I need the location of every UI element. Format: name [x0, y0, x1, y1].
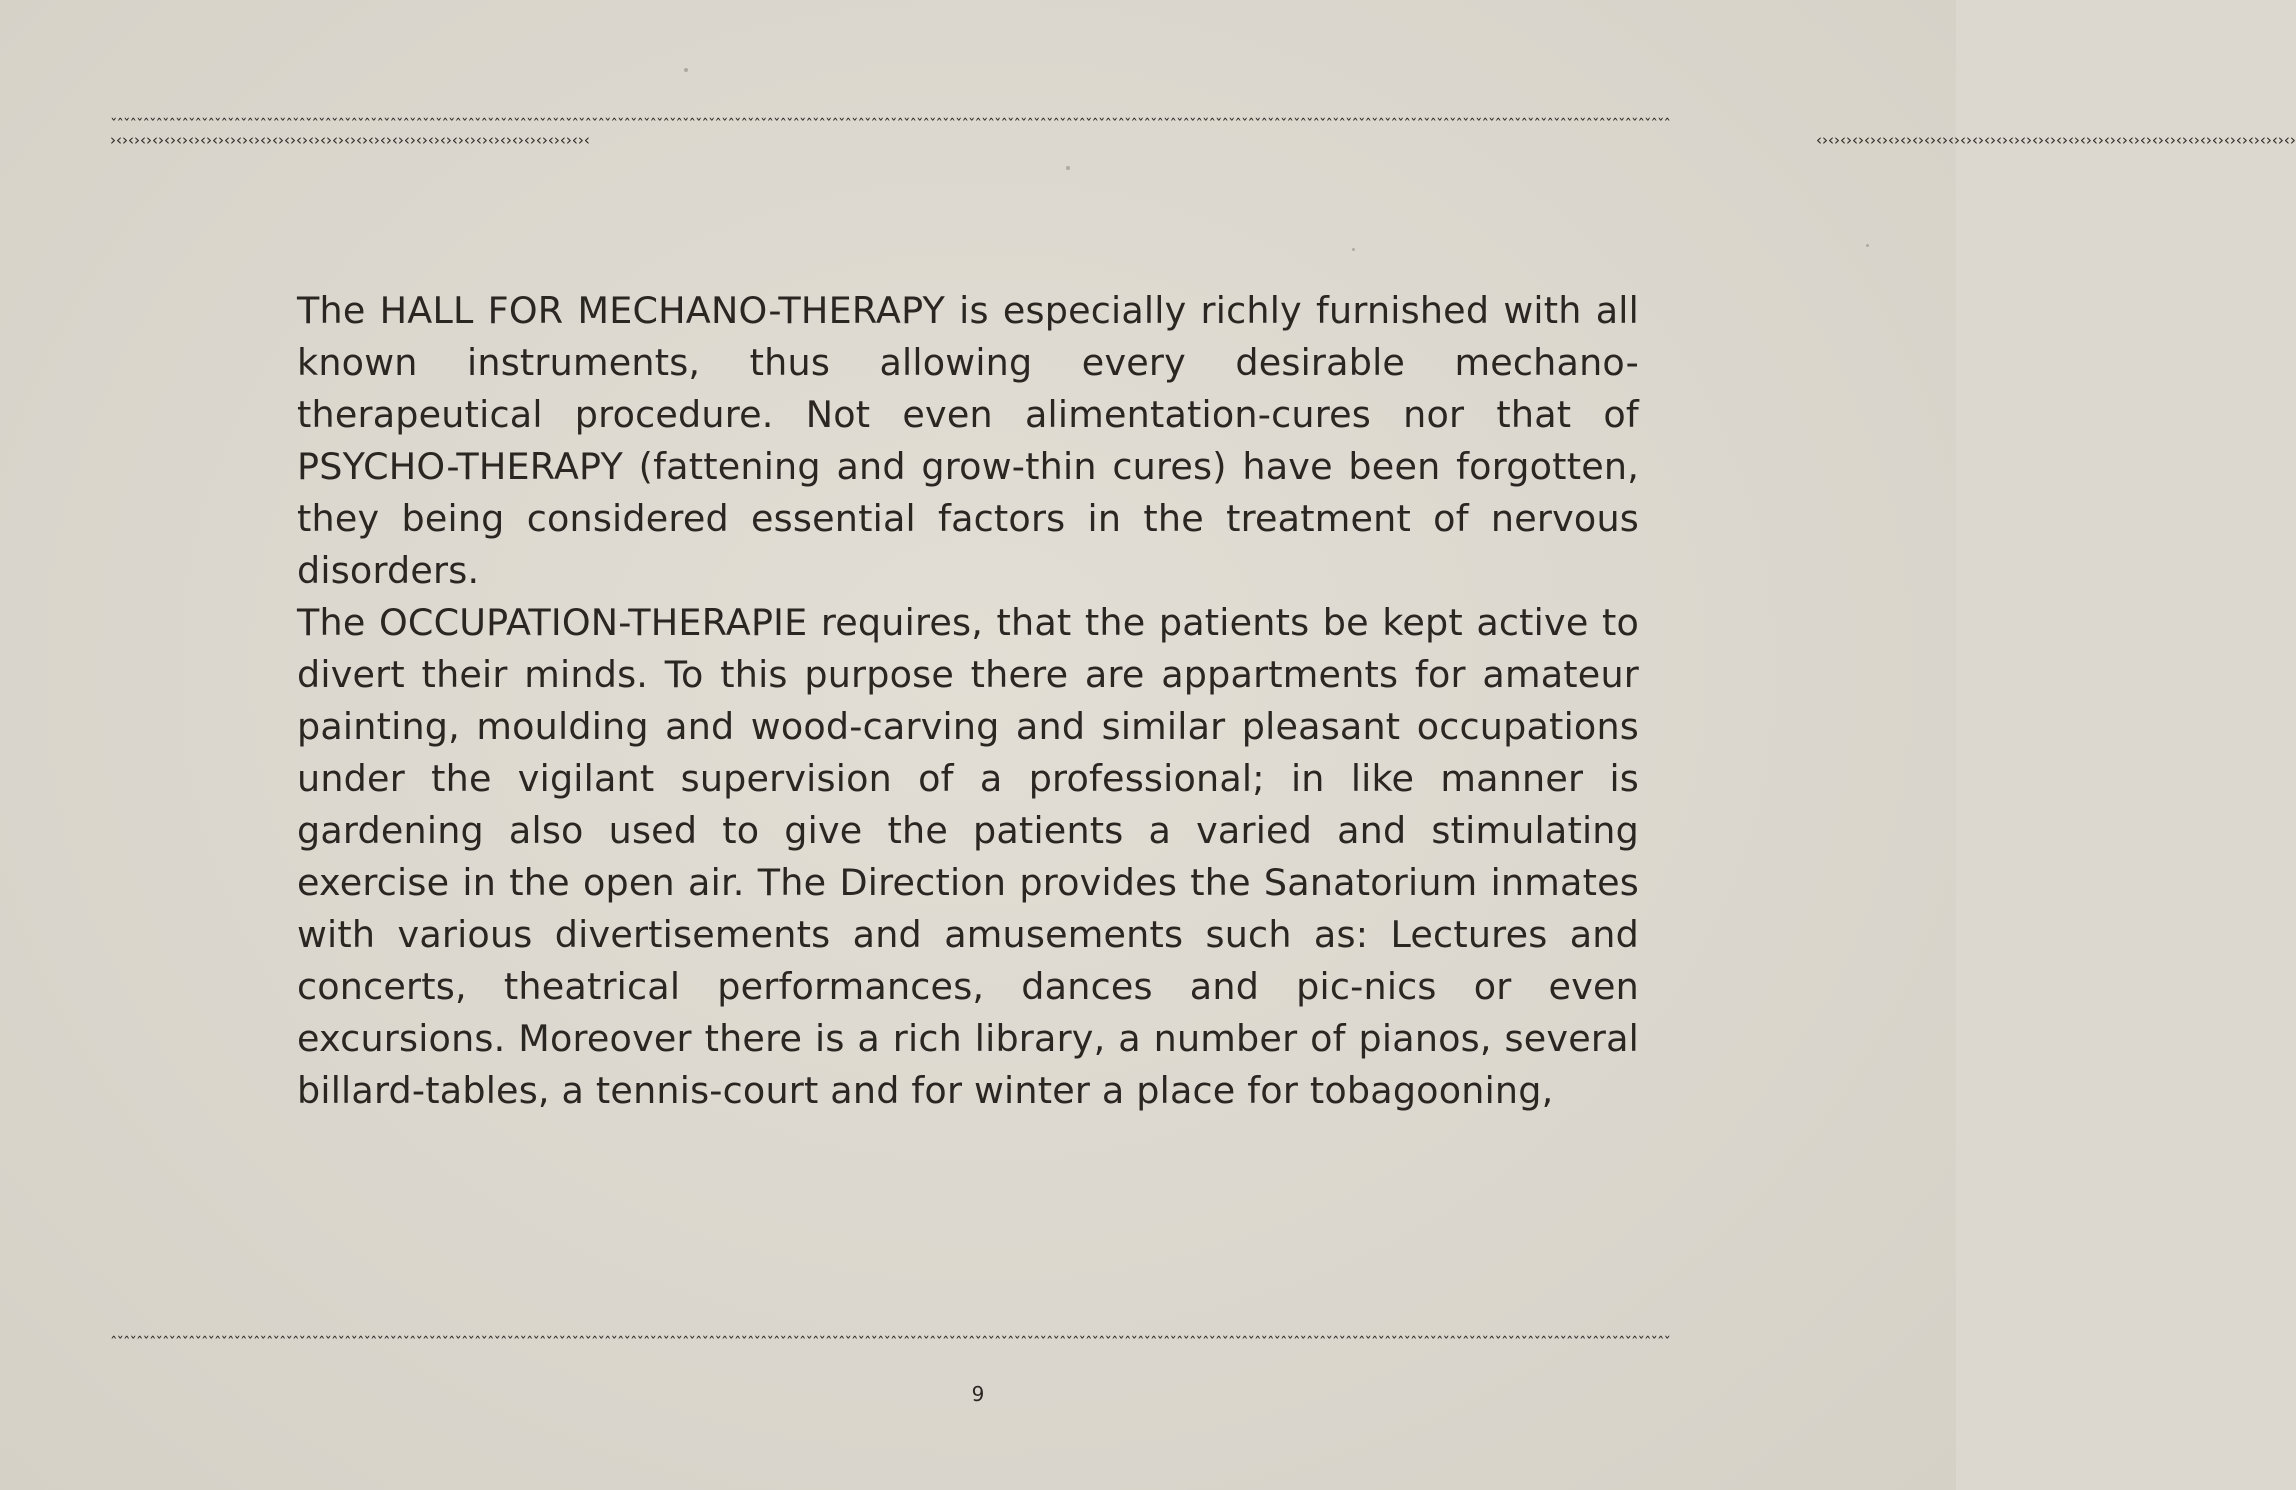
border-top-ornament: ˇˆˇˆˇˆˇˆˇˆˇˆˇˆˇˆˇˆˇˆˇˆˇˆˇˆˇˆˇˆˇˆˇˆˇˆˇˆˇˆˇˆˇˆˇˆˇˆˇˆˇˆˇˆˇˆˇˆˇˆˇˆˇˆˇˆˇˆˇˆˇˆˇˆˇˆˇˆˇˆˇˆˇˆˇˆˇˆˇˆˇˆˇˆˇˆˇˆˇˆˇˆˇˆˇˆˇˆˇˆˇˆˇˆˇˆˇˆˇˆˇˆˇˆˇˆˇˆˇˆˇˆˇˆˇˆˇˆˇˆˇˆˇˆˇˆˇˆˇˆˇˆˇˆˇˆˇˆˇˆˇˆˇˆˇˆˇˆˇˆˇˆˇˆˇˆˇˆˇˆˇˆˇˆˇˆˇˆˇˆˇˆˇˆˇˆˇˆˇˆˇˆˇˆˇˆˇˆˇˆˇˆˇˆˇˆˇˆˇˆˇˆˇˆˇˆˇˆˇˆˇˆˇˆˇˆˇˆˇˆ: [110, 116, 1670, 134]
border-left-ornament: ›‹›‹›‹›‹›‹›‹›‹›‹›‹›‹›‹›‹›‹›‹›‹›‹›‹›‹›‹›‹›‹›‹›‹›‹›‹›‹›‹›‹›‹›‹›‹›‹›‹›‹›‹›‹›‹›‹›‹›‹: [110, 131, 590, 149]
border-bottom-ornament: ˆˇˆˇˆˇˆˇˆˇˆˇˆˇˆˇˆˇˆˇˆˇˆˇˆˇˆˇˆˇˆˇˆˇˆˇˆˇˆˇˆˇˆˇˆˇˆˇˆˇˆˇˆˇˆˇˆˇˆˇˆˇˆˇˆˇˆˇˆˇˆˇˆˇˆˇˆˇˆˇˆˇˆˇˆˇˆˇˆˇˆˇˆˇˆˇˆˇˆˇˆˇˆˇˆˇˆˇˆˇˆˇˆˇˆˇˆˇˆˇˆˇˆˇˆˇˆˇˆˇˆˇˆˇˆˇˆˇˆˇˆˇˆˇˆˇˆˇˆˇˆˇˆˇˆˇˆˇˆˇˆˇˆˇˆˇˆˇˆˇˆˇˆˇˆˇˆˇˆˇˆˇˆˇˆˇˆˇˆˇˆˇˆˇˆˇˆˇˆˇˆˇˆˇˆˇˆˇˆˇˆˇˆˇˆˇˆˇˆˇˆˇˆˇˆˇˆˇˆˇˆˇˆˇˆˇˆˇˆˇ: [110, 1334, 1670, 1352]
paragraph-mechano-therapy: The HALL FOR MECHANO-THERAPY is especially richly furnished with all known instruments, thus allowing every desirable mechano-therapeutical procedure. Not even alimentation-cures nor that of PSYCHO-THERAPY (fattening and grow-thin cures) have been forgotten, they being considered essential factors in the treatment of nervous disorders.: [297, 289, 1639, 592]
page-number: 9: [971, 1382, 985, 1406]
paper-speck: [684, 68, 688, 72]
body-text: [297, 285, 1639, 1117]
paragraph-occupation-therapie: The OCCUPATION-THERAPIE requires, that the patients be kept active to divert their minds. To this purpose there are appartments for amateur painting, moulding and wood-carving and similar pleasant occupations under the vigilant supervision of a professional; in like manner is gardening also used to give the patients a varied and stimulating exercise in the open air. The Direction provides the Sanatorium inmates with various divertisements and amusements such as: Lectures and concerts, theatrical performances, dances and pic-nics or even excursions. Moreover there is a rich library, a number of pianos, several billard-tables, a tennis-court and for winter a place for tobagooning,: [297, 601, 1639, 1112]
border-right-ornament: ‹›‹›‹›‹›‹›‹›‹›‹›‹›‹›‹›‹›‹›‹›‹›‹›‹›‹›‹›‹›‹›‹›‹›‹›‹›‹›‹›‹›‹›‹›‹›‹›‹›‹›‹›‹›‹›‹›‹›‹›: [1816, 131, 2296, 149]
paper-speck: [1866, 244, 1869, 247]
